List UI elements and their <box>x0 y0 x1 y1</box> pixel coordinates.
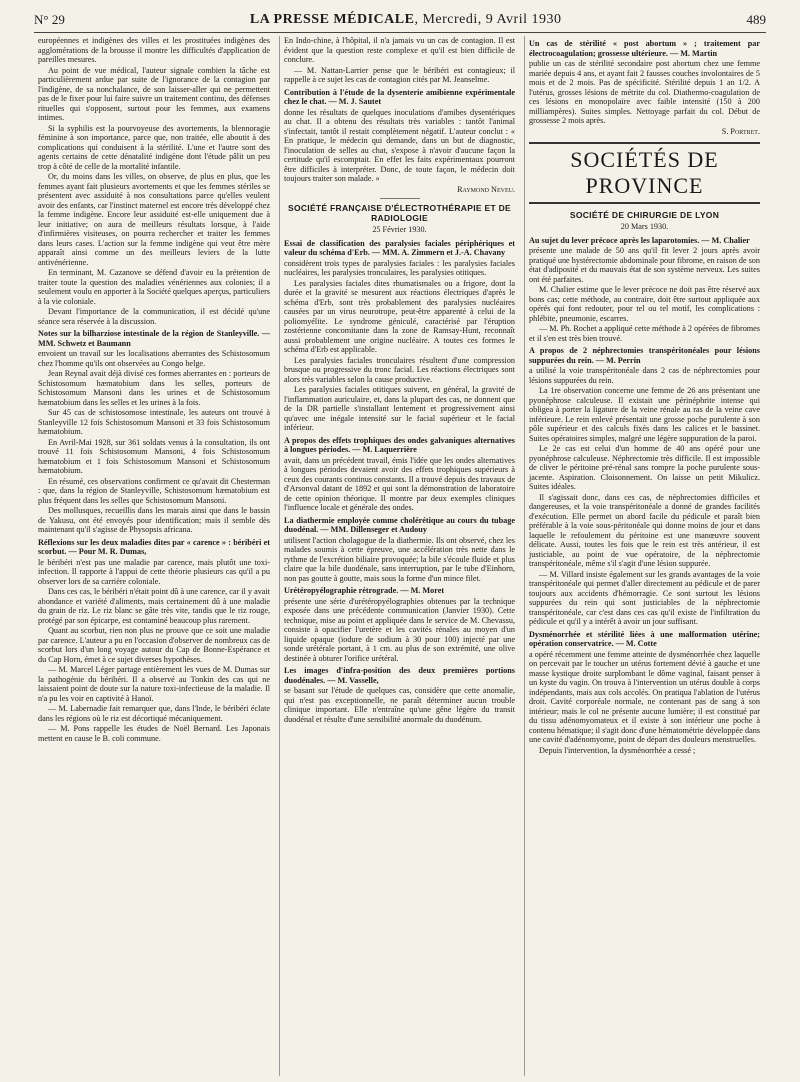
paragraph: En résumé, ces observations confirment ce qu'avait dit Chesterman : que, dans la région de Stanleyville, Schistosomum hæmatobium est plus fréquent dans les selles que Schistosomum Mansoni. <box>38 476 270 505</box>
article-heading: Un cas de stérilité « post abortum » ; traitement par électrocoagulation; grossesse ultérieure. — M. Martin <box>529 39 760 58</box>
paragraph: Les paralysies faciales tronculaires résultent d'une compression brusque ou progressive du tronc facial. Les réactions électriques sont alors très variables selon la cause productive. <box>284 355 515 384</box>
paragraph: Jean Reynal avait déjà divisé ces formes aberrantes en : porteurs de Schistosomum hæmatobium dans les selles, porteurs de Schistosomum Mansoni dans les urines et de Schistosomum hæmatobium dans les selles et les urines à la fois. <box>38 369 270 407</box>
masthead <box>250 12 562 28</box>
paragraph: européennes et indigènes des villes et les prostituées indigènes des agglomérations de la brousse il montre les difficultés d'application de pareilles mesures. <box>38 36 270 64</box>
paragraph: — M. Villard insiste également sur les grands avantages de la voie transpéritonéale qui permet d'aller directement au pédicule et de parer toujours aux accidents d'hémorragie. Ce sont surtout les lésions suppurées du rein qui sont justiciables de la néphrectomie transpéritonéale, car c'est dans ces cas qu'il existe de l'infiltration du pédicule et qu'il y a intérêt à avoir un jour suffisant. <box>529 569 760 626</box>
paragraph: Sur 45 cas de schistosomose intestinale, les auteurs ont trouvé à Stanleyville 12 fois Schistosomum Mansoni et 33 fois Schistosomum hæmatobium. <box>38 408 270 436</box>
paragraph: publie un cas de stérilité secondaire post abortum chez une femme mariée depuis 4 ans, et ayant fait 2 fausses couches involontaires de 5 mois et de 2 mois. Pas de spécificité. Stérilité depuis 1 an 1/2. A l'utérus, grosses lésions de métrite du col. Diathermo-coagulation de ces lésions en monopolaire avec faible intensité (150 à 200 milliampères). Suites simples. Nettoyage parfait du col. Début de grossesse 2 mois après. <box>529 59 760 125</box>
paragraph: En Indo-chine, à l'hôpital, il n'a jamais vu un cas de contagion. Il est évident que la question reste complexe et qu'il est bien difficile de conclure. <box>284 36 515 64</box>
paragraph: La 1re observation concerne une femme de 26 ans présentant une pyonéphrose calculeuse. Il existait une périnéphrite intense qui obligea à porter la ligature de la veine rénale au ras de la veine cave inférieure. Le rein enlevé présentait une grosse poche purulente à son pôle supérieur et des calculs fixés dans les calices et le bassinet. Suites opératoires simples, malgré une légère suppuration de la paroi. <box>529 386 760 443</box>
paragraph: En terminant, M. Cazanove se défend d'avoir eu la prétention de traiter toute la question des maladies vénériennes aux colonies; il a seulement voulu en apporter à la Société quelques aperçus, particuliers à la vie coloniale. <box>38 268 270 306</box>
article-heading: Urétéropyélographie rétrograde. — M. Moret <box>284 586 445 595</box>
paragraph: a opéré récemment une femme atteinte de dysménorrhée chez laquelle on percevait par le toucher un utérus fortement dévié à gauche et une masse kystique droite surplombant le dôme vaginal, faisant penser à un kyste du vagin. On trouva à l'intervention un utérus double à corps indépendants, mais aux cols accolés. On pratiqua l'ablation de l'utérus droit. Cavité corporéale normale, ne contenant pas de sang à son intérieur; mais le col ne présente aucune lumière; il est constitué par du tissu adénomyomateux et il existe à son intérieur une poche à contenu hématique; il s'agit donc d'une hématométrie développée dans une cavité d'adénomyome, point de départ des douleurs menstruelles. <box>529 649 760 744</box>
paragraph: donne les résultats de quelques inoculations d'amibes dysentériques au chat. Il a obtenu des résultats très variables : tantôt l'animal s'infectait, tantôt il restait complètement négatif. L'auteur conclut : « En pratique, le médecin qui demande, dans un but de diagnostic, l'inoculation de selles au chat, s'expose à n'avoir d'aucune façon la certitude qu'il escomptait. En effet les faits expérimentaux pourront être difficiles à interpréter. Donc, de toute façon, le médecin doit toujours traiter son malade. » <box>284 107 515 183</box>
article-heading: Contribution à l'étude de la dysenterie amibienne expérimentale chez le chat. — M. J. Sautet <box>284 87 515 106</box>
paragraph: — M. Ph. Rochet a appliqué cette méthode à 2 opérées de fibromes et il s'en est très bien trouvé. <box>529 324 760 343</box>
article-heading: Les images d'infra-position des deux premières portions duodénales. — M. Vasselle, <box>284 666 515 685</box>
paragraph: Or, du moins dans les villes, on observe, de plus en plus, que les femmes ayant fait plusieurs avortements et que les femmes stériles se présentent avec assiduité à nos consultations parce qu'elles veulent avoir des enfants, car l'instinct maternel est encore très développé chez la femme indigène. Encore leur assiduité est-elle uniquement due à leur initiative; on aura de meilleurs résultats lorsque, à l'aide d'infirmières visiteuses, on pourra rechercher et traiter les femmes dans leurs cases. L'action sur la femme indigène qui veut être mère apparaît ainsi comme un des meilleurs leviers de la lutte antivénérienne. <box>38 172 270 267</box>
issue-date: , Mercredi, 9 Avril 1930 <box>414 12 562 27</box>
article-heading: La diathermie employée comme cholérétique au cours du tubage duodénal. — MM. Dillenseger et Audouy <box>284 515 515 534</box>
columns <box>34 36 774 1076</box>
paragraph: Quant au scorbut, rien non plus ne prouve que ce soit une maladie par carence. L'auteur a pu en l'occasion d'observer de nombreux cas de scorbut lors d'un long voyage autour du Cap de Bonne-Espérance et du Cap Horn, émet à ce sujet diverses hypothèses. <box>38 626 270 664</box>
paragraph: présente une malade de 50 ans qu'il fit lever 2 jours après avoir pratiqué une hystérectomie abdominale pour fibrome, en raison de son état d'adiposité et du mauvais état de son système nerveux. Les suites ont été parfaites. <box>529 246 760 284</box>
article-heading: Dysménorrhée et stérilité liées à une malformation utérine; opération conservatrice. — M. Cotte <box>529 629 760 648</box>
page-number: 489 <box>746 12 766 27</box>
session-date: 25 Février 1930. <box>372 225 427 234</box>
author-signature: Raymond Neveu. <box>457 184 515 194</box>
article-heading: Essai de classification des paralysies faciales périphériques et valeur du schéma d'Erb. — MM. A. Zimmern et J.-A. Chavany <box>284 238 515 257</box>
author-signature: S. Portret. <box>721 126 760 136</box>
column-3 <box>524 36 764 1076</box>
society-title: SOCIÉTÉ FRANÇAISE D'ÉLECTROTHÉRAPIE ET DE RADIOLOGIE <box>287 203 512 223</box>
paragraph: utilisent l'action cholagogue de la diathermie. Ils ont observé, chez les malades soumis à cette épreuve, une accélération très nette dans le rythme de l'excrétion biliaire provoquée; la bile s'écoule fluide et plus claire que la bile duodénale, sans interruption, par le tube d'Einhorn, non pas goutte à goutte, mais sous la forme d'un mince filet. <box>284 535 515 583</box>
section-banner: SOCIÉTÉS DE PROVINCE <box>529 142 760 204</box>
article-heading: A propos de 2 néphrectomies transpéritonéales pour lésions suppurées du rein. — M. Perrin <box>529 346 760 365</box>
paragraph: se basant sur l'étude de quelques cas, considère que cette anomalie, qui n'est pas exceptionnelle, ne paraît déterminer aucun trouble clinique important. Elle n'entraîne qu'une gêne légère du transit duodénal et résulte d'une sensibilité anormale du duodénum. <box>284 686 515 724</box>
paragraph: Il s'agissait donc, dans ces cas, de néphrectomies difficiles et dangereuses, et la voie transpéritonéale a donné de grandes facilités d'exécution. Elle permet un abord facile du pédicule et paraît bien préférable à la voie sous-péritonéale qui donne moins de jour et dans laquelle le refoulement du péritoine est une manœuvre souvent délicate. Aussi, toutes les fois que le rein est très antérieur, il est justiciable, au point de vue opératoire, de la néphrectomie transpéritonéale, même s'il s'agit d'une lésion suppurée. <box>529 492 760 568</box>
paragraph: Devant l'importance de la communication, il est décidé qu'une séance sera réservée à la discussion. <box>38 307 270 326</box>
society-title: SOCIÉTÉ DE CHIRURGIE DE LYON <box>569 210 720 220</box>
journal-title: LA PRESSE MÉDICALE <box>249 12 415 27</box>
article-heading: A propos des effets trophiques des ondes galvaniques alternatives à longues périodes. — M. Laquerrière <box>284 435 515 454</box>
paragraph: présente une série d'urétéropyélographies obtenues par la technique exposée dans une précédente communication (Janvier 1930). Cette technique, mise au point et appliquée dans le service de M. Chevassu, consiste à opacifier l'uretère et les cavités rénales au moyen d'un liquide opaque (iodure de sodium à 30 pour 100) injecté par une sonde urétérale portant, à 1 cm. au plus de son extrémité, une olive destinée à obturer l'orifice urétéral. <box>284 596 515 663</box>
paragraph: envoient un travail sur les localisations aberrantes des Schistosomum chez l'homme qu'ils ont observées au Congo belge. <box>38 349 270 368</box>
article-heading: Au sujet du lever précoce après les laparotomies. — M. Chalier <box>529 235 750 245</box>
page-header <box>34 8 766 33</box>
divider <box>380 198 420 199</box>
paragraph: — M. Pons rappelle les études de Noël Bernard. Les Japonais mettent en cause le B. coli commune. <box>38 724 270 743</box>
paragraph: Le 2e cas est celui d'un homme de 40 ans opéré pour une pyonéphrose calculeuse. Néphrectomie très difficile. Il est impossible de cliver le péritoine pré-rénal sans rompre la poche purulente sous-jacente. Aspiration. Cloisonnement. On laisse un petit Mikulicz. Suites idéales. <box>529 444 760 491</box>
paragraph: — M. Nattan-Larrier pense que le béribéri est contagieux; il rappelle à ce sujet les cas de contagion cités par M. Jeanselme. <box>284 65 515 84</box>
issue-number: N° 29 <box>34 12 65 27</box>
paragraph: En Avril-Mai 1928, sur 361 soldats venus à la consultation, ils ont trouvé 11 fois Schistosomum Mansoni, 4 fois Schistosomum hæmatobium et 1 fois Schistosomum Mansoni et Schistosomum hæmatobium. <box>38 437 270 475</box>
paragraph: Si la syphilis est la pourvoyeuse des avortements, la blennoragie féminine à son importance, parce que, non traitée, elle aboutit à des complications qui conduisent à la stérilité. L'une et l'autre sont des agents certains de cette dénatalité indigène dont l'étude pâlit un peu trop à côté de celle de la mortalité infantile. <box>38 123 270 171</box>
paragraph: M. Chalier estime que le lever précoce ne doit pas être réservé aux bons cas; cette méthode, au contraire, doit être surtout appliquée aux opérés qui font redouter, pour tel ou tel motif, les complications : phlébite, pneumonie, escarres. <box>529 285 760 323</box>
paragraph: — M. Labernadie fait remarquer que, dans l'Inde, le béribéri éclate dans les régions où le riz est décortiqué mécaniquement. <box>38 704 270 723</box>
paragraph: Dans ces cas, le béribéri n'était point dû à une carence, car il y avait abondance et variété d'aliments, mais certainement dû à une maladie du grain de riz. Le riz blanc se gâte très vite, tandis que le riz rouge, protégé par son épicarpe, est contaminé beaucoup plus rarement. <box>38 587 270 625</box>
paragraph: Les paralysies faciales otitiques suivent, en général, la gravité de l'inflammation auriculaire, et, dans la plupart des cas, ne donnent que de la DR partielle s'installant lentement et progressivement ainsi qu'avec une inégale intensité sur le facial supérieur et le facial inférieur. <box>284 385 515 432</box>
column-1 <box>34 36 274 1076</box>
paragraph: Des mollusques, recueillis dans les marais ainsi que dans le bassin de Yakusu, ont été envoyés pour identification; mais il semble dès maintenant qu'il s'agisse de Physopsis africana. <box>38 506 270 534</box>
article-heading: Réflexions sur les deux maladies dites par « carence » : béribéri et scorbut. — Pour M. R. Dumas, <box>38 537 270 556</box>
paragraph: Les paralysies faciales dites rhumatismales ou a frigore, dont la durée et la gravité se mesurent aux réactions électriques d'après le schéma d'Erb, sont très probablement des paralysies nucléaires causées par un virus neurotrope, peut-être apparenté à celui de la poliomyélite. Le syndrome géniculé, caractérisé par l'éruption zostérienne concomitante dans la zone de Ramsay-Hunt, reconnaît aussi probablement une origine nucléaire. A toutes ces formes le schéma d'Erb est applicable. <box>284 278 515 354</box>
session-date: 20 Mars 1930. <box>620 222 669 231</box>
paragraph: — M. Marcel Léger partage entièrement les vues de M. Dumas sur la pathogénie du béribéri. Il a observé au Tonkin des cas qui ne laissaient point de doute sur la nature toxi-infectieuse de la maladie. Il n'a pu les voir en captivité à Hanoï. <box>38 665 270 703</box>
paragraph: a utilisé la voie transpéritonéale dans 2 cas de néphrectomies pour lésions suppurées du rein. <box>529 366 760 385</box>
paragraph: avait, dans un précédent travail, émis l'idée que les ondes alternatives à longues périodes devaient avoir des effets trophiques supérieurs à ceux des courants continus constants. Il a trouvé depuis des travaux de d'Arsonval datant de 1892 et qui sont la démonstration de laboratoire de cette opinion théorique. Il montre par deux exemples cliniques l'influence locale et générale des ondes. <box>284 455 516 512</box>
paragraph: Depuis l'intervention, la dysménorrhée a cessé ; <box>539 745 696 755</box>
paragraph: considèrent trois types de paralysies faciales : les paralysies faciales nucléaires, les paralysies tronculaires, les paralysies otitiques. <box>284 258 515 277</box>
paragraph: Au point de vue médical, l'auteur signale combien la tâche est particulièrement ardue par suite de l'ignorance de la contagion par l'indigène, de sa nonchalance, de son laisser-aller qui ne permettent pas de le fixer pour lui faire suivre un traitement continu, des défenses rituelles qui s'opposent, surtout pour les femmes, aux examens intimes. <box>38 65 270 122</box>
column-2 <box>279 36 519 1076</box>
paragraph: le béribéri n'est pas une maladie par carence, mais plutôt une toxi-infection. Il rapporte à l'appui de cette théorie plusieurs cas qu'il a pu observer lors de sa carrière coloniale. <box>38 557 270 586</box>
article-heading: Notes sur la bilharziose intestinale de la région de Stanleyville. — MM. Schwetz et Baumann <box>38 329 270 348</box>
